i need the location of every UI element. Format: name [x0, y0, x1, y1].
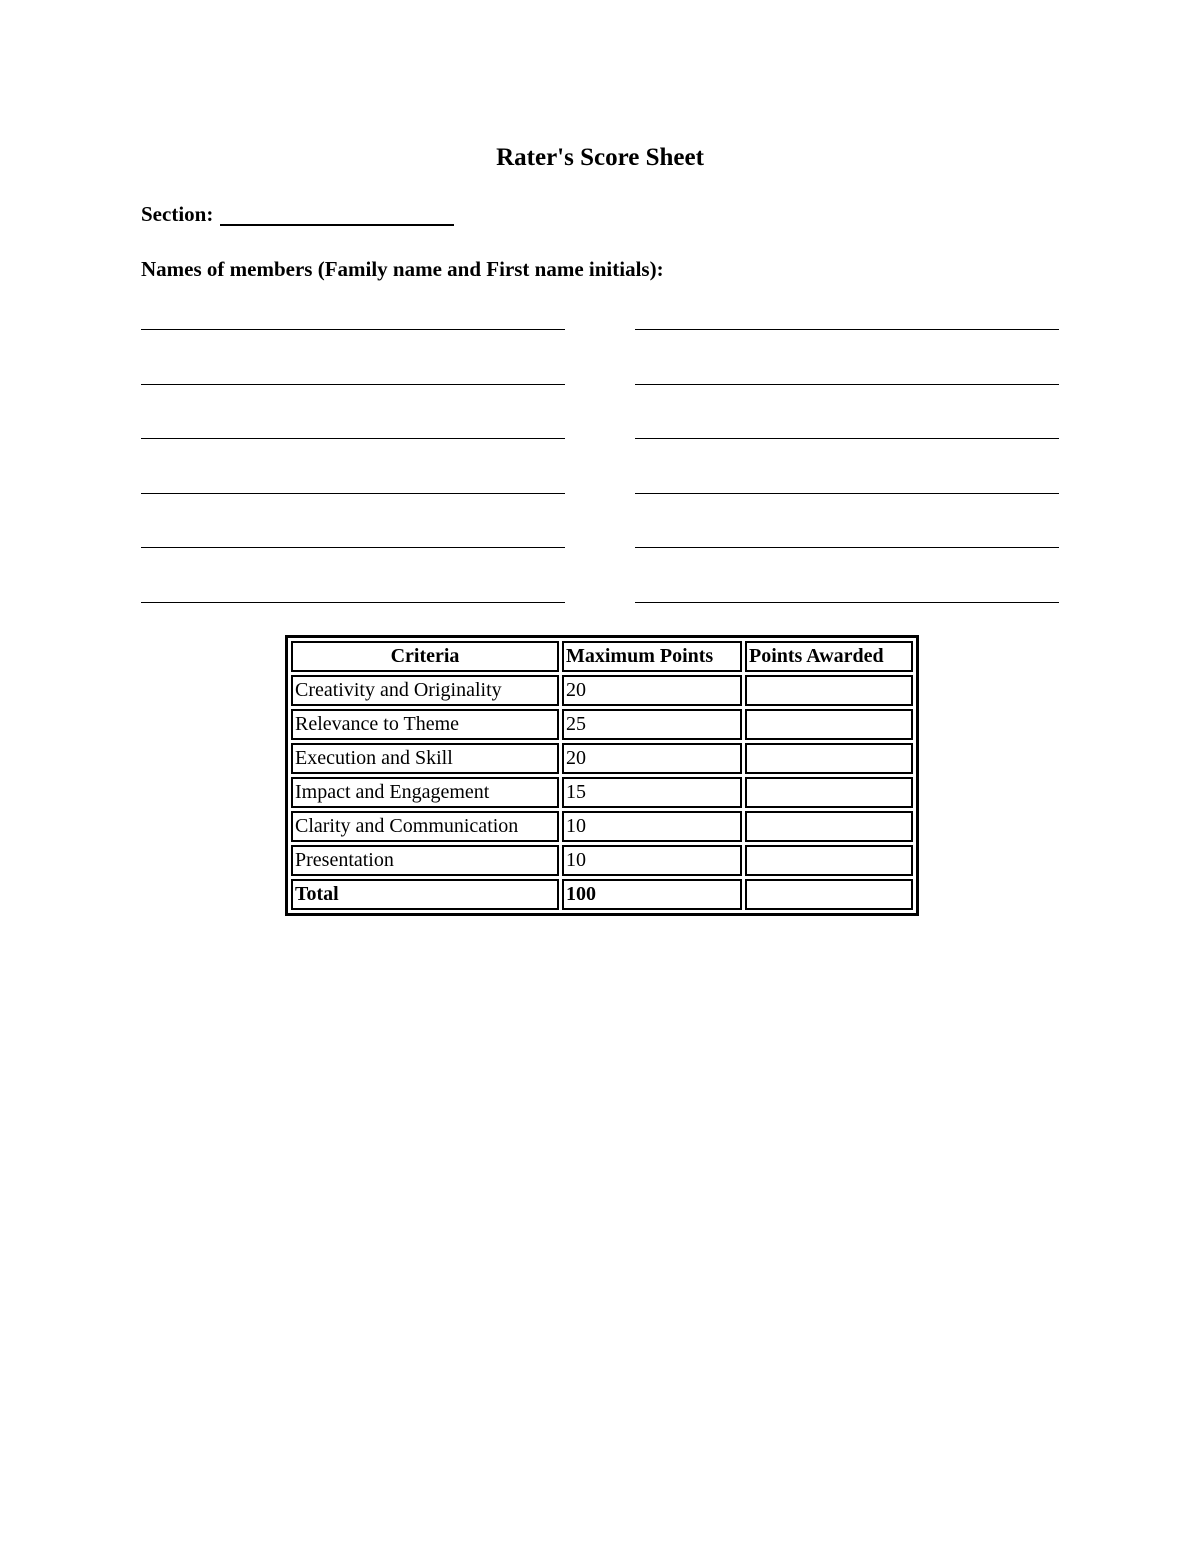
member-name-blank[interactable] [141, 547, 565, 548]
member-row [141, 585, 1059, 640]
criteria-cell: Impact and Engagement [291, 777, 559, 808]
criteria-cell: Creativity and Originality [291, 675, 559, 706]
member-name-blank[interactable] [635, 547, 1059, 548]
criteria-cell: Presentation [291, 845, 559, 876]
member-name-blank[interactable] [635, 384, 1059, 385]
criteria-cell: Relevance to Theme [291, 709, 559, 740]
points-awarded-cell[interactable] [745, 675, 913, 706]
member-name-blank[interactable] [635, 493, 1059, 494]
total-max-points-cell: 100 [562, 879, 742, 910]
max-points-cell: 10 [562, 811, 742, 842]
section-field [141, 200, 454, 228]
member-name-blank[interactable] [141, 329, 565, 330]
section-label: Section: [141, 202, 214, 226]
max-points-cell: 20 [562, 743, 742, 774]
points-awarded-cell[interactable] [745, 743, 913, 774]
member-row [141, 312, 1059, 367]
max-points-cell: 20 [562, 675, 742, 706]
points-awarded-cell[interactable] [745, 845, 913, 876]
max-points-cell: 10 [562, 845, 742, 876]
table-header-row [291, 641, 913, 672]
member-row [141, 367, 1059, 422]
member-name-lines [141, 312, 1059, 639]
member-name-blank[interactable] [141, 602, 565, 603]
max-points-cell: 25 [562, 709, 742, 740]
points-awarded-cell[interactable] [745, 811, 913, 842]
total-points-awarded-cell[interactable] [745, 879, 913, 910]
table-row [291, 743, 913, 774]
member-row [141, 421, 1059, 476]
member-name-blank[interactable] [635, 602, 1059, 603]
table-row [291, 811, 913, 842]
max-points-cell: 15 [562, 777, 742, 808]
header-maximum-points: Maximum Points [562, 641, 742, 672]
table-row [291, 777, 913, 808]
members-label: Names of members (Family name and First name initials): [141, 257, 664, 281]
criteria-cell: Clarity and Communication [291, 811, 559, 842]
header-criteria: Criteria [291, 641, 559, 672]
table-row [291, 675, 913, 706]
header-points-awarded: Points Awarded [745, 641, 913, 672]
table-row [291, 845, 913, 876]
member-row [141, 476, 1059, 531]
table-row [291, 709, 913, 740]
member-name-blank[interactable] [141, 384, 565, 385]
member-name-blank[interactable] [635, 438, 1059, 439]
section-blank-line[interactable] [220, 202, 454, 226]
member-row [141, 530, 1059, 585]
table-total-row [291, 879, 913, 910]
points-awarded-cell[interactable] [745, 777, 913, 808]
score-table [285, 635, 919, 916]
member-name-blank[interactable] [141, 493, 565, 494]
member-name-blank[interactable] [141, 438, 565, 439]
page-title: Rater's Score Sheet [496, 144, 704, 171]
total-label-cell: Total [291, 879, 559, 910]
member-name-blank[interactable] [635, 329, 1059, 330]
points-awarded-cell[interactable] [745, 709, 913, 740]
criteria-cell: Execution and Skill [291, 743, 559, 774]
